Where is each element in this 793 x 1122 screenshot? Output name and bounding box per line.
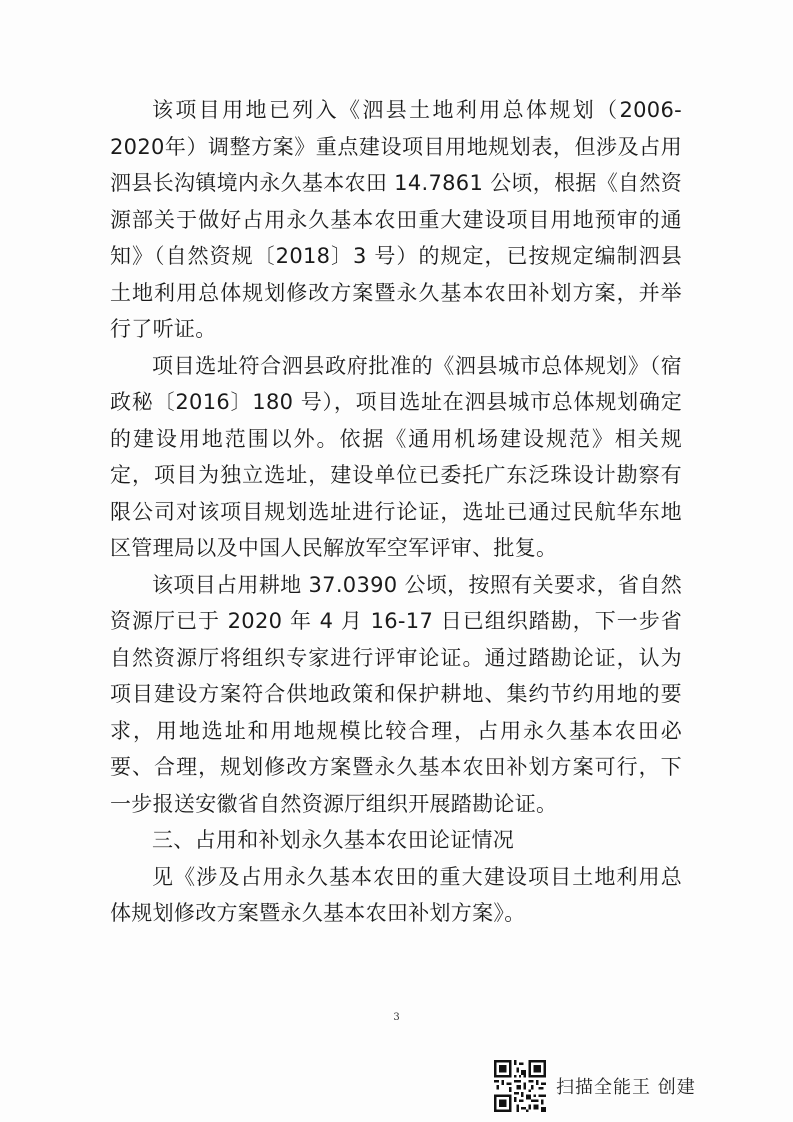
watermark-text: 扫描全能王 创建 — [556, 1077, 696, 1098]
paragraph-reference: 见《涉及占用永久基本农田的重大建设项目土地利用总体规划修改方案暨永久基本农田补划方案》。 — [110, 864, 682, 925]
scanner-watermark — [494, 1058, 696, 1114]
paragraph-land-planning: 该项目用地已列入《泗县土地利用总体规划（2006-2020年）调整方案》重点建设项目用地规划表，但涉及占用泗县长沟镇境内永久基本农田 14.7861 公顷，根据《自然资源部关于做好占用永久基本农田重大建设项目用地预审的通知》（自然资规〔2018〕3 号）的规定，已按规定编制泗县土地利用总体规划修改方案暨永久基本农田补划方案，并举行了听证。 — [110, 98, 682, 341]
paragraph-cultivated-land: 该项目占用耕地 37.0390 公顷，按照有关要求，省自然资源厅已于 2020 年 4 月 16-17 日已组织踏勘，下一步省自然资源厅将组织专家进行评审论证。通过踏勘论证，认为项目建设方案符合供地政策和保护耕地、集约节约用地的要求，用地选址和用地规模比较合理，占用永久基本农田必要、合理，规划修改方案暨永久基本农田补划方案可行，下一步报送安徽省自然资源厅组织开展踏勘论证。 — [110, 572, 682, 816]
paragraph-site-selection: 项目选址符合泗县政府批准的《泗县城市总体规划》（宿政秘〔2016〕180 号），项目选址在泗县城市总体规划确定的建设用地范围以外。依据《通用机场建设规范》相关规定，项目为独立选址，建设单位已委托广东泛珠设计勘察有限公司对该项目规划选址进行论证，选址已通过民航华东地区管理局以及中国人民解放军空军评审、批复。 — [110, 353, 682, 560]
page-number: 3 — [393, 1012, 400, 1023]
section-heading: 三、占用和补划永久基本农田论证情况 — [152, 828, 515, 852]
document-body — [110, 92, 682, 932]
qr-code-icon — [494, 1060, 546, 1112]
